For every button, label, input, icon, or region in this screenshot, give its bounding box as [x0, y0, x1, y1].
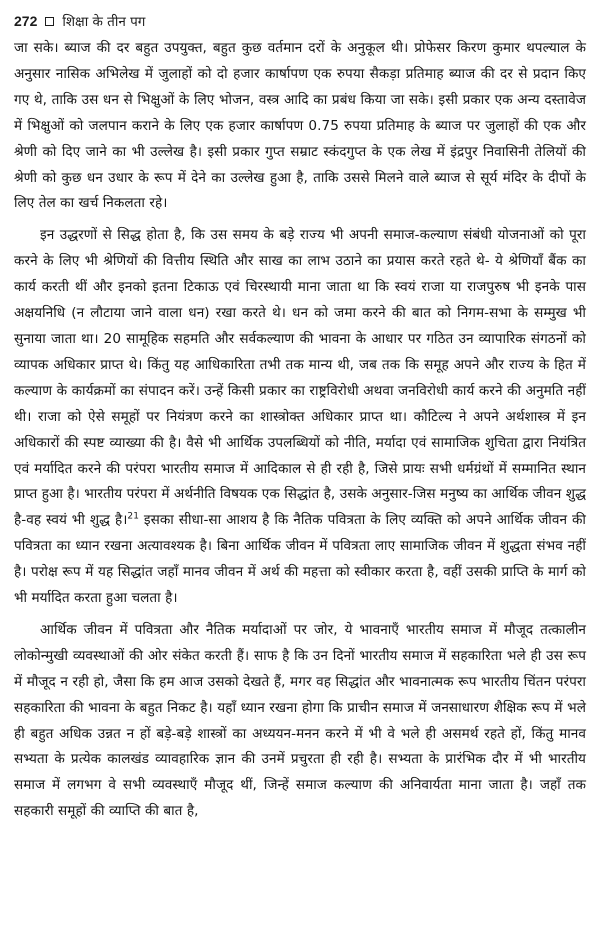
paragraph-2-text-after-footnote: इसका सीधा-सा आशय है कि नैतिक पवित्रता के लिए व्यक्ति को अपने आर्थिक जीवन की पवित्रता का ध्यान रखना अत्यावश्यक है। बिना आर्थिक जीवन में पवित्रता लाए सामाजिक जीवन में शुद्धता संभव नहीं है। परोक्ष रूप में यह सिद्धांत जहाँ मानव जीवन में अर्थ की महत्ता को स्वीकार करता है, वहीं उसकी प्राप्ति के मार्ग को भी मर्यादित करता हुआ चलता है। [14, 512, 586, 607]
footnote-marker: 21 [127, 511, 139, 522]
running-header [14, 10, 586, 32]
paragraph-3: आर्थिक जीवन में पवित्रता और नैतिक मर्यादाओं पर जोर, ये भावनाएँ भारतीय समाज में मौजूद तत्कालीन लोकोन्मुखी व्यवस्थाओं की ओर संकेत करती हैं। साफ है कि उन दिनों भारतीय समाज में सहकारिता भले ही उस रूप में मौजूद न रही हो, जैसा कि हम आज उसको देखते हैं, मगर वह सिद्धांत और भावनात्मक रूप भारतीय चिंतन परंपरा सहकारिता की भावना के बहुत निकट है। यहाँ ध्यान रखना होगा कि प्राचीन समाज में जनसाधारण शैक्षिक रूप में भले ही बहुत अधिक उन्नत न हों बड़े-बड़े शास्त्रों का अध्ययन-मनन करने में भी वे भले ही असमर्थ रहते हों, किंतु मानव सभ्यता के प्रत्येक कालखंड व्यावहारिक ज्ञान की उनमें प्रचुरता ही रही है। सभ्यता के प्रारंभिक दौर में भी भारतीय समाज में लगभग वे सभी व्यवस्थाएँ मौजूद थीं, जिन्हें समाज कल्याण की अनिवार्यता माना जाता है। जहाँ तक सहकारी समूहों की व्याप्ति की बात है, [14, 621, 586, 820]
chapter-title: शिक्षा के तीन पग [62, 14, 146, 30]
body-text [14, 36, 586, 825]
paragraph-1: जा सके। ब्याज की दर बहुत उपयुक्त, बहुत कुछ वर्तमान दरों के अनुकूल थी। प्रोफेसर किरण कुमार थपल्याल के अनुसार नासिक अभिलेख में जुलाहों को दो हजार कार्षापण एक रुपया सैकड़ा प्रतिमाह ब्याज की दर से प्रदान किए गए थे, ताकि उस धन से भिक्षुओं के लिए भोजन, वस्त्र आदि का प्रबंध किया जा सके। इसी प्रकार एक अन्य दस्तावेज में भिक्षुओं को जलपान कराने के लिए एक हजार कार्षापण 0.75 रुपया प्रतिमाह के ब्याज पर जुलाहों की एक और श्रेणी को दिए जाने का भी उल्लेख है। इसी प्रकार गुप्त सम्राट स्कंदगुप्त के एक लेख में इंद्रपुर निवासिनी तेलियों की श्रेणी को कुछ धन उधार के रूप में देने का उल्लेख हुआ है, ताकि उससे मिलने वाले ब्याज से सूर्य मंदिर के दीपों के लिए तेल का खर्च निकलता रहे। [14, 40, 586, 212]
paragraph-2 [14, 223, 586, 612]
page-number: 272 [14, 13, 38, 29]
paragraph-2-text-before-footnote: इन उद्धरणों से सिद्ध होता है, कि उस समय के बड़े राज्य भी अपनी समाज-कल्याण संबंधी योजनाओं को पूरा करने के लिए भी श्रेणियों की वित्तीय स्थिति और साख का लाभ उठाने का प्रयास करते रहते थे- ये श्रेणियाँ बैंक का कार्य करती थीं और इनको इतना टिकाऊ एवं चिरस्थायी माना जाता था कि स्वयं राजा या राजपुरुष भी इनके पास अक्षयनिधि (न लौटाया जाने वाला धन) रखा करते थे। धन को जमा करने की बात को निगम-सभा के सम्मुख भी सुनाया जाता था। 20 सामूहिक सहमति और सर्वकल्याण की भावना के आधार पर गठित उन व्यापारिक संगठनों को व्यापक अधिकार प्राप्त थे। किंतु यह आधिकारिता तभी तक मान्य थी, जब तक कि समूह अपने और राज्य के हित में कल्याण के कार्यक्रमों का संपादन करें। उन्हें किसी प्रकार का राष्ट्रविरोधी अथवा जनविरोधी कार्य करने की अनुमति नहीं थी। राजा को ऐसे समूहों पर नियंत्रण करने का शास्त्रोक्त अधिकार प्राप्त था। कौटिल्य ने अपने अर्थशास्त्र में इन अधिकारों की स्पष्ट व्याख्या की है। वैसे भी आर्थिक उपलब्धियों को नीति, मर्यादा एवं सामाजिक शुचिता द्वारा नियंत्रित एवं मर्यादित करने की परंपरा भारतीय समाज में आदिकाल से ही रही है, जिसे प्रायः सभी धर्मग्रंथों में सम्मानित स्थान प्राप्त हुआ है। भारतीय परंपरा में अर्थनीति विषयक एक सिद्धांत है, उसके अनुसार-जिस मनुष्य का आर्थिक जीवन शुद्ध है-वह स्वयं भी शुद्ध है। [14, 227, 586, 529]
square-bullet-icon [45, 17, 54, 26]
